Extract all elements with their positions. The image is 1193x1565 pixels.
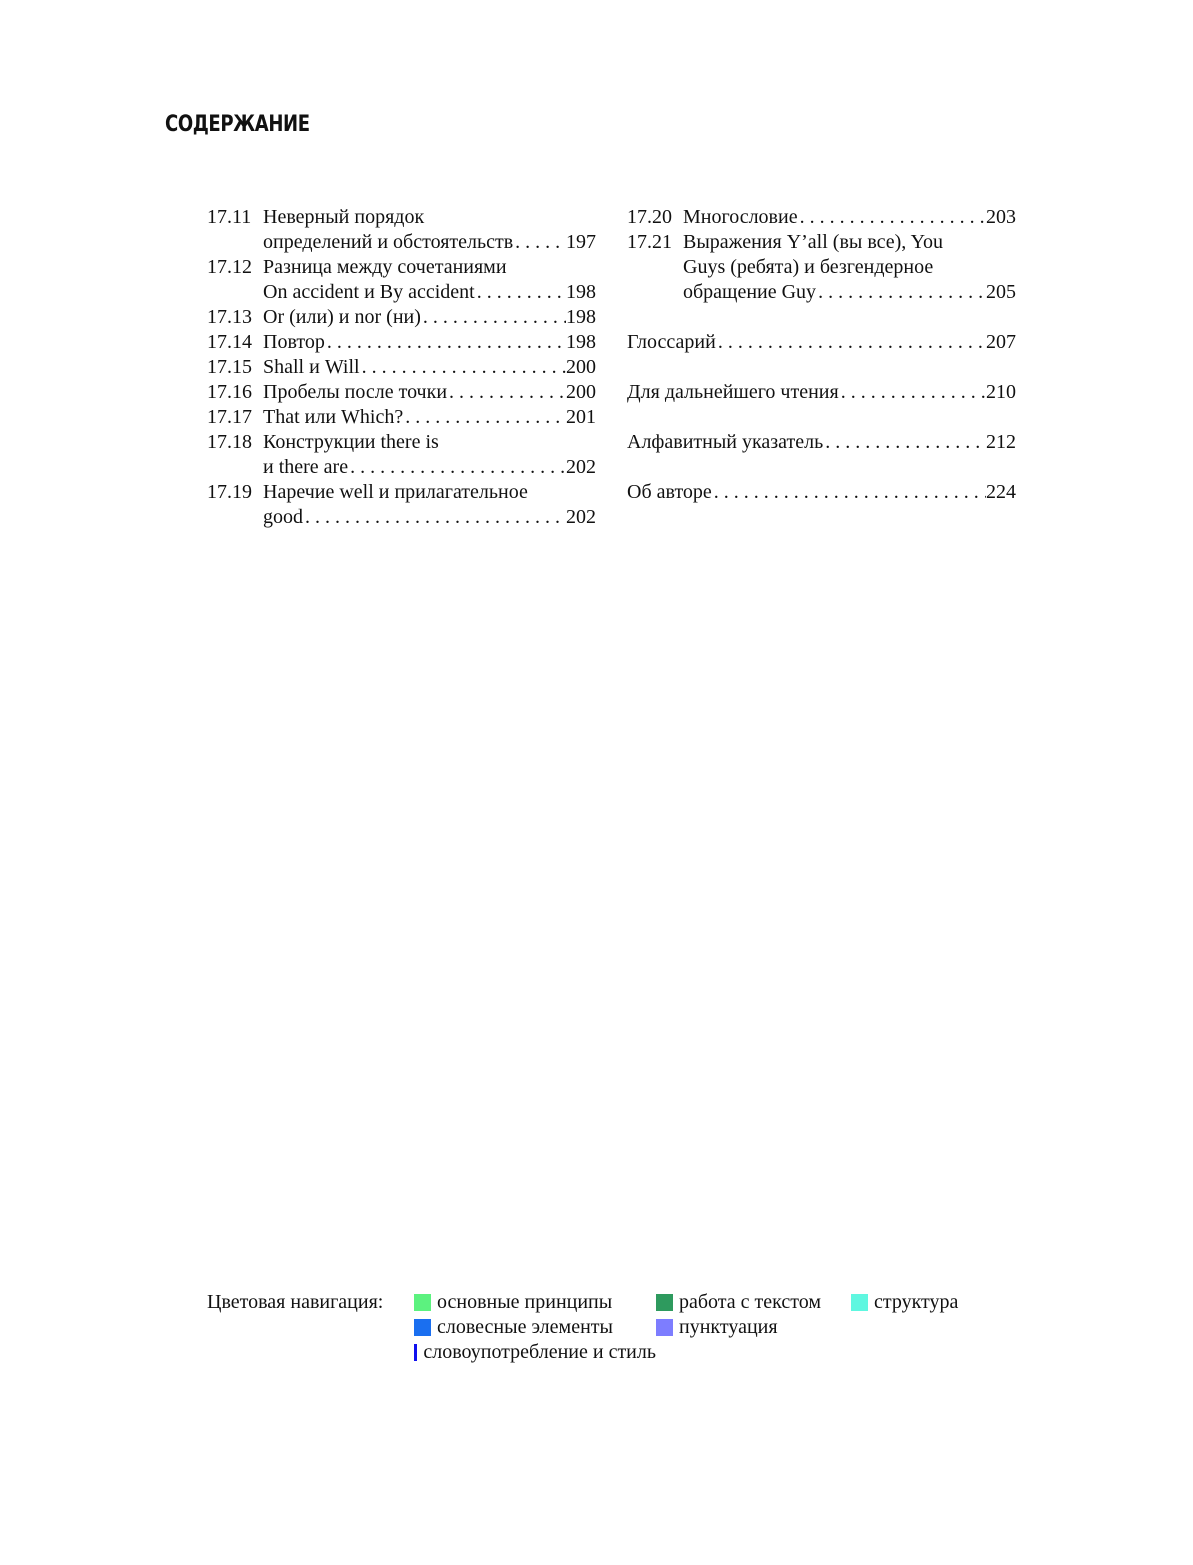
toc-entry-17-13[interactable] bbox=[207, 305, 596, 330]
leader-dots bbox=[475, 280, 566, 305]
color-swatch bbox=[414, 1319, 431, 1336]
toc-entry-17-18[interactable] bbox=[207, 430, 596, 480]
toc-page: 201 bbox=[566, 406, 596, 428]
toc-entry-17-12[interactable] bbox=[207, 255, 596, 305]
toc-title: Наречие well и прилагательное bbox=[263, 481, 528, 503]
legend-label: Цветовая навигация: bbox=[207, 1291, 384, 1313]
toc-title: Выражения Y’all (вы все), You bbox=[683, 231, 944, 253]
toc-title: и there are bbox=[263, 456, 349, 478]
leader-dots bbox=[447, 380, 566, 405]
toc-number: 17.12 bbox=[207, 256, 252, 278]
toc-number: 17.15 bbox=[207, 356, 252, 378]
leader-dots bbox=[712, 480, 986, 505]
leader-dots bbox=[403, 405, 566, 430]
toc-entry-17-19[interactable] bbox=[207, 480, 596, 530]
toc-entry-17-21[interactable] bbox=[627, 230, 1016, 305]
toc-number: 17.18 bbox=[207, 431, 252, 453]
toc-number: 17.19 bbox=[207, 481, 252, 503]
toc-title: Пробелы после точки bbox=[263, 381, 448, 403]
toc-entry-glossary[interactable] bbox=[627, 330, 1016, 355]
leader-dots bbox=[360, 355, 566, 380]
legend-item-label: словесные элементы bbox=[437, 1316, 613, 1338]
toc-title: Shall и Will bbox=[263, 356, 360, 378]
leader-dots bbox=[513, 230, 566, 255]
toc-title: Guys (ребята) и безгендерное bbox=[683, 256, 934, 278]
toc-title: Многословие bbox=[683, 206, 798, 228]
leader-dots bbox=[348, 455, 566, 480]
toc-page: 202 bbox=[566, 456, 596, 478]
color-swatch bbox=[414, 1344, 417, 1361]
toc-page: 197 bbox=[566, 231, 596, 253]
legend-item-usage-style bbox=[414, 1340, 656, 1365]
leader-dots bbox=[823, 430, 986, 455]
toc-number: 17.13 bbox=[207, 306, 252, 328]
toc-title: определений и обстоятельств bbox=[263, 231, 514, 253]
toc-page: 203 bbox=[986, 206, 1016, 228]
leader-dots bbox=[716, 330, 986, 355]
toc-title: Об авторе bbox=[627, 481, 712, 503]
leader-dots bbox=[798, 205, 986, 230]
toc-title: Разница между сочетаниями bbox=[263, 256, 507, 278]
toc-title: обращение Guy bbox=[683, 281, 817, 303]
legend-item-label: основные принципы bbox=[437, 1291, 613, 1313]
toc-entry-17-14[interactable] bbox=[207, 330, 596, 355]
toc-number: 17.20 bbox=[627, 206, 672, 228]
toc-page: 207 bbox=[986, 331, 1016, 353]
toc-number: 17.16 bbox=[207, 381, 252, 403]
toc-page: 200 bbox=[566, 381, 596, 403]
toc-entry-further-reading[interactable] bbox=[627, 380, 1016, 405]
leader-dots bbox=[421, 305, 566, 330]
legend-item-label: структура bbox=[874, 1291, 959, 1313]
toc-entry-17-17[interactable] bbox=[207, 405, 596, 430]
color-swatch bbox=[851, 1294, 868, 1311]
leader-dots bbox=[303, 505, 566, 530]
toc-entry-17-11[interactable] bbox=[207, 205, 596, 255]
legend-item-punctuation bbox=[656, 1315, 851, 1340]
toc-number: 17.21 bbox=[627, 231, 672, 253]
toc-right-column bbox=[627, 205, 1016, 505]
color-swatch bbox=[656, 1294, 673, 1311]
toc-page: 212 bbox=[986, 431, 1016, 453]
legend-item-text-work bbox=[656, 1290, 851, 1315]
toc-page: 198 bbox=[566, 331, 596, 353]
toc-page: 198 bbox=[566, 281, 596, 303]
toc-number: 17.17 bbox=[207, 406, 252, 428]
toc-title: Конструкции there is bbox=[263, 431, 439, 453]
toc-title: That или Which? bbox=[263, 406, 404, 428]
legend-item-word-elements bbox=[414, 1315, 656, 1340]
toc-entry-17-15[interactable] bbox=[207, 355, 596, 380]
toc-entry-17-16[interactable] bbox=[207, 380, 596, 405]
toc-title: Алфавитный указатель bbox=[627, 431, 824, 453]
toc-page: 205 bbox=[986, 281, 1016, 303]
toc-title: Повтор bbox=[263, 331, 325, 353]
toc-page: 210 bbox=[986, 381, 1016, 403]
toc-page: 224 bbox=[986, 481, 1016, 503]
leader-dots bbox=[325, 330, 566, 355]
toc-title: Неверный порядок bbox=[263, 206, 425, 228]
legend-item-basic-principles bbox=[414, 1290, 656, 1315]
legend-item-label: пунктуация bbox=[679, 1316, 778, 1338]
toc-title: Глоссарий bbox=[627, 331, 716, 353]
toc-title: Для дальнейшего чтения bbox=[627, 381, 839, 403]
toc-page: 198 bbox=[566, 306, 596, 328]
color-swatch bbox=[414, 1294, 431, 1311]
toc-entry-about-author[interactable] bbox=[627, 480, 1016, 505]
toc-page: 200 bbox=[566, 356, 596, 378]
leader-dots bbox=[816, 280, 986, 305]
legend-item-label: работа с текстом bbox=[679, 1291, 821, 1313]
toc-number: 17.14 bbox=[207, 331, 252, 353]
toc-page: 202 bbox=[566, 506, 596, 528]
legend-item-structure bbox=[851, 1290, 958, 1315]
leader-dots bbox=[839, 380, 986, 405]
toc-entry-17-20[interactable] bbox=[627, 205, 1016, 230]
legend-item-label: словоупотребление и стиль bbox=[423, 1341, 656, 1363]
color-swatch bbox=[656, 1319, 673, 1336]
color-navigation-legend bbox=[207, 1290, 958, 1365]
toc-number: 17.11 bbox=[207, 206, 252, 228]
toc-title: Or (или) и nor (ни) bbox=[263, 306, 421, 328]
toc-title: good bbox=[263, 506, 303, 528]
page-title: СОДЕРЖАНИЕ bbox=[165, 112, 310, 137]
toc-left-column bbox=[207, 205, 596, 530]
toc-title: On accident и By accident bbox=[263, 281, 475, 303]
toc-entry-index[interactable] bbox=[627, 430, 1016, 455]
